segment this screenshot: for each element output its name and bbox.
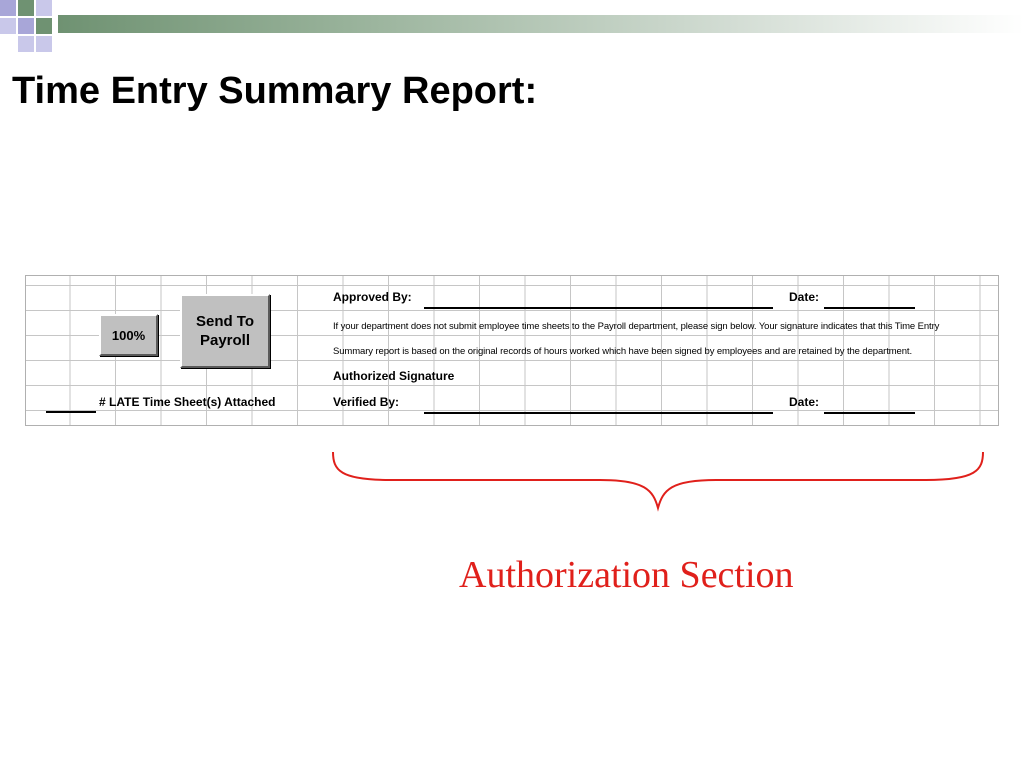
slide-title: Time Entry Summary Report: (12, 70, 538, 112)
decoration-square (36, 18, 52, 34)
authorization-section-annotation: Authorization Section (459, 554, 794, 596)
send-to-payroll-button[interactable]: Send To Payroll (180, 294, 270, 368)
decoration-square (0, 0, 16, 16)
authorized-signature-label: Authorized Signature (333, 369, 455, 383)
decoration-square (36, 36, 52, 52)
decoration-square (18, 36, 34, 52)
header-gradient-bar (58, 15, 1024, 33)
approved-by-signature-line[interactable] (424, 307, 773, 309)
curly-brace-icon (330, 450, 986, 512)
approval-date-line[interactable] (824, 307, 915, 309)
decoration-square (18, 0, 34, 16)
decoration-square (18, 18, 34, 34)
verification-date-line[interactable] (824, 412, 915, 414)
decoration-square (36, 0, 52, 16)
verified-by-label: Verified By: (333, 395, 400, 409)
verified-by-signature-line[interactable] (424, 412, 773, 414)
late-sheets-label: # LATE Time Sheet(s) Attached (99, 395, 276, 409)
decoration-square (0, 18, 16, 34)
spreadsheet-form (25, 275, 999, 426)
late-sheets-count-line[interactable] (46, 411, 96, 413)
verification-date-label: Date: (789, 395, 820, 409)
zoom-100-button[interactable]: 100% (99, 314, 158, 356)
instruction-note-line-1: If your department does not submit employee time sheets to the Payroll department, please sign below. Your signature indicates that this Time Entry (333, 321, 940, 332)
approved-by-label: Approved By: (333, 290, 412, 304)
approval-date-label: Date: (789, 290, 820, 304)
instruction-note-line-2: Summary report is based on the original records of hours worked which have been signed by employees and are retained by the department. (333, 346, 913, 357)
